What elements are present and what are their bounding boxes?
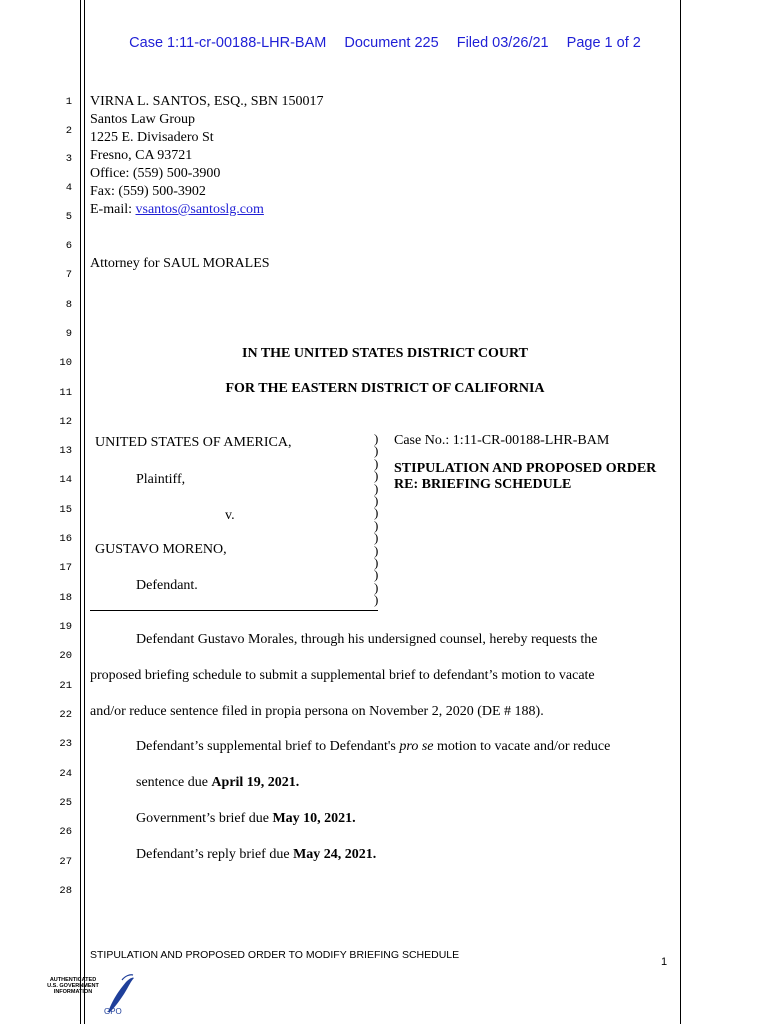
attorney-email-line — [90, 202, 264, 218]
line-number: 21 — [59, 680, 72, 692]
document-title-line2: RE: BRIEFING SCHEDULE — [394, 477, 572, 492]
defendant-name: GUSTAVO MORENO, — [95, 542, 227, 557]
reply-brief-label: Defendant’s reply brief due — [136, 847, 294, 862]
gpo-seal-line: AUTHENTICATED — [49, 977, 97, 983]
court-title-line2: FOR THE EASTERN DISTRICT OF CALIFORNIA — [225, 381, 545, 396]
margin-line-outer — [80, 0, 81, 1024]
government-brief-line — [136, 811, 356, 827]
header-page-count: Page 1 of 2 — [566, 35, 641, 51]
gpo-authentication-seal — [42, 972, 132, 1020]
body-paragraph-line: Defendant Gustavo Morales, through his undersigned counsel, hereby requests the — [136, 632, 598, 647]
supplemental-brief-text: Defendant’s supplemental brief to Defendant's — [136, 739, 400, 754]
caption-parentheses: ) ) ) ) ) ) ) ) ) ) ) ) ) ) — [374, 431, 379, 608]
supplemental-brief-due-line — [136, 775, 299, 791]
case-number: Case No.: 1:11-CR-00188-LHR-BAM — [394, 433, 610, 448]
line-number: 19 — [59, 621, 72, 633]
plaintiff-role: Plaintiff, — [136, 472, 186, 487]
line-number: 3 — [65, 153, 72, 165]
line-number: 12 — [59, 416, 72, 428]
attorney-office-phone: Office: (559) 500-3900 — [90, 166, 221, 181]
line-number: 7 — [65, 269, 72, 281]
line-number: 6 — [65, 240, 72, 252]
defendant-role: Defendant. — [136, 578, 198, 593]
line-number: 11 — [59, 387, 72, 399]
due-label: sentence due — [136, 775, 212, 790]
line-number: 23 — [59, 738, 72, 750]
line-number: 1 — [65, 96, 72, 108]
versus: v. — [225, 508, 235, 523]
gpo-eagle-icon — [102, 972, 136, 1016]
line-number: 9 — [65, 328, 72, 340]
line-number: 27 — [59, 856, 72, 868]
attorney-firm: Santos Law Group — [90, 112, 195, 127]
government-brief-label: Government’s brief due — [136, 811, 273, 826]
footer-title: STIPULATION AND PROPOSED ORDER TO MODIFY BRIEFING SCHEDULE — [90, 949, 460, 961]
filing-header — [0, 35, 770, 51]
line-number: 17 — [59, 562, 72, 574]
email-link[interactable]: vsantos@santoslg.com — [135, 202, 264, 217]
line-number: 2 — [65, 125, 72, 137]
gpo-seal-line: INFORMATION — [53, 989, 93, 995]
attorney-street: 1225 E. Divisadero St — [90, 130, 214, 145]
reply-brief-line — [136, 847, 376, 863]
header-case-number: Case 1:11-cr-00188-LHR-BAM — [129, 35, 327, 51]
line-number: 25 — [59, 797, 72, 809]
line-number: 26 — [59, 826, 72, 838]
caption-underline — [90, 610, 378, 611]
attorney-city: Fresno, CA 93721 — [90, 148, 193, 163]
body-paragraph-line: and/or reduce sentence filed in propia persona on November 2, 2020 (DE # 188). — [90, 704, 544, 719]
line-number: 14 — [59, 474, 72, 486]
margin-line-right — [680, 0, 681, 1024]
supplemental-brief-text-end: motion to vacate and/or reduce — [433, 739, 611, 754]
line-number: 4 — [65, 182, 72, 194]
line-number: 10 — [59, 357, 72, 369]
line-number: 13 — [59, 445, 72, 457]
header-filed-date: Filed 03/26/21 — [456, 35, 549, 51]
document-title-line1: STIPULATION AND PROPOSED ORDER — [394, 461, 657, 476]
plaintiff-name: UNITED STATES OF AMERICA, — [95, 435, 292, 450]
line-number: 20 — [59, 650, 72, 662]
supplemental-due-date: April 19, 2021. — [211, 775, 300, 790]
email-label: E-mail: — [90, 202, 136, 217]
svg-text:GPO: GPO — [104, 1007, 122, 1016]
government-due-date: May 10, 2021. — [272, 811, 356, 826]
line-number: 24 — [59, 768, 72, 780]
line-number: 28 — [59, 885, 72, 897]
header-document-number: Document 225 — [344, 35, 439, 51]
line-number: 18 — [59, 592, 72, 604]
reply-due-date: May 24, 2021. — [293, 847, 377, 862]
court-title-line1: IN THE UNITED STATES DISTRICT COURT — [242, 346, 528, 361]
line-number: 15 — [59, 504, 72, 516]
line-number: 16 — [59, 533, 72, 545]
attorney-fax: Fax: (559) 500-3902 — [90, 184, 206, 199]
gpo-seal-text — [42, 977, 104, 995]
page-number: 1 — [661, 956, 668, 968]
line-number: 8 — [65, 299, 72, 311]
attorney-name: VIRNA L. SANTOS, ESQ., SBN 150017 — [90, 94, 324, 109]
body-paragraph-line: proposed briefing schedule to submit a supplemental brief to defendant’s motion to vacate — [90, 668, 595, 683]
supplemental-brief-line — [136, 739, 610, 755]
line-number: 22 — [59, 709, 72, 721]
margin-line-inner — [84, 0, 85, 1024]
pro-se-italic: pro se — [399, 739, 434, 754]
line-number: 5 — [65, 211, 72, 223]
attorney-for: Attorney for SAUL MORALES — [90, 256, 270, 271]
gpo-seal-line: U.S. GOVERNMENT — [47, 983, 99, 989]
